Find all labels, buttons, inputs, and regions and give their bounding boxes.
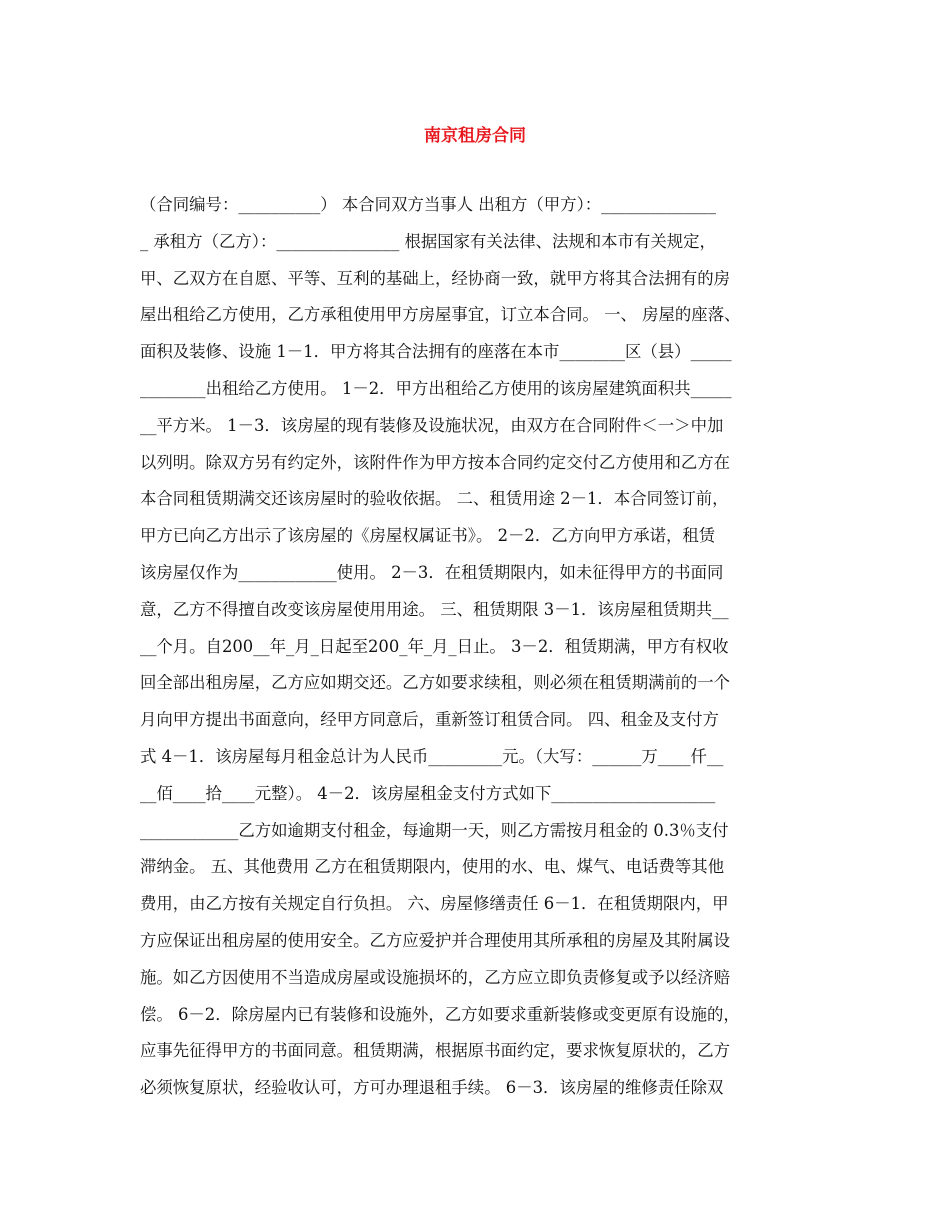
body-line: （合同编号：__________） 本合同双方当事人 出租方（甲方）：______________ bbox=[140, 195, 716, 214]
body-line: __平方米。 1－3．该房屋的现有装修及设施状况，由双方在合同附件＜一＞中加 bbox=[140, 415, 724, 435]
body-line: ________出租给乙方使用。 1－2．甲方出租给乙方使用的该房屋建筑面积共_____ bbox=[140, 378, 732, 398]
body-line: 施。如乙方因使用不当造成房屋或设施损坏的，乙方应立即负责修复或予以经济赔 bbox=[140, 967, 731, 987]
body-line: 方应保证出租房屋的使用安全。乙方应爱护并合理使用其所承租的房屋及其附属设 bbox=[140, 930, 731, 950]
body-line: 该房屋仅作为____________使用。 2－3．在租赁期限内，如未征得甲方的书面同 bbox=[140, 562, 724, 582]
contract-body bbox=[140, 187, 840, 1107]
body-line: 必须恢复原状，经验收认可，方可办理退租手续。 6－3．该房屋的维修责任除双 bbox=[140, 1078, 724, 1098]
body-line: 偿。 6－2．除房屋内已有装修和设施外，乙方如要求重新装修或变更原有设施的， bbox=[140, 1004, 740, 1024]
body-line: 滞纳金。 五、其他费用 乙方在租赁期限内，使用的水、电、煤气、电话费等其他 bbox=[140, 857, 725, 877]
body-line: 应事先征得甲方的书面同意。租赁期满，根据原书面约定，要求恢复原状的，乙方 bbox=[140, 1041, 731, 1061]
body-line: 式 4－1．该房屋每月租金总计为人民币_________元。（大写：______万____仟__ bbox=[140, 746, 724, 766]
body-line: 回全部出租房屋，乙方应如期交还。乙方如要求续租，则必须在租赁期满前的一个 bbox=[140, 673, 731, 693]
body-line: 面积及装修、设施 1－1．甲方将其合法拥有的座落在本市________区（县）_____ bbox=[140, 342, 732, 362]
body-line: 屋出租给乙方使用，乙方承租使用甲方房屋事宜，订立本合同。 一、 房屋的座落、 bbox=[140, 305, 741, 325]
body-line: 月向甲方提出书面意向，经甲方同意后，重新签订租赁合同。 四、租金及支付方 bbox=[140, 710, 719, 730]
body-line: __个月。自200__年_月_日起至200_年_月_日止。 3－2．租赁期满，甲方有权收 bbox=[140, 636, 729, 656]
body-line: 甲、乙双方在自愿、平等、互利的基础上，经协商一致，就甲方将其合法拥有的房 bbox=[140, 268, 731, 288]
body-line: 以列明。除双方另有约定外，该附件作为甲方按本合同约定交付乙方使用和乙方在 bbox=[140, 452, 731, 472]
body-line: 意，乙方不得擅自改变该房屋使用用途。 三、租赁期限 3－1．该房屋租赁期共__ bbox=[140, 599, 729, 619]
body-line: 本合同租赁期满交还该房屋时的验收依据。 二、租赁用途 2－1．本合同签订前， bbox=[140, 489, 729, 509]
document-title: 南京租房合同 bbox=[424, 126, 526, 146]
body-line: ____________乙方如逾期支付租金，每逾期一天，则乙方需按月租金的 0.3％支付 bbox=[140, 820, 729, 840]
body-line: 甲方已向乙方出示了该房屋的《房屋权属证书》。 2－2．乙方向甲方承诺，租赁 bbox=[140, 526, 716, 546]
body-line: _ 承租方（乙方）：_______________ 根据国家有关法律、法规和本市有关规定， bbox=[140, 231, 716, 251]
body-line: __佰____拾____元整）。 4－2．该房屋租金支付方式如下____________________ bbox=[140, 783, 716, 803]
body-line: 费用，由乙方按有关规定自行负担。 六、房屋修缮责任 6－1．在租赁期限内，甲 bbox=[140, 894, 729, 914]
